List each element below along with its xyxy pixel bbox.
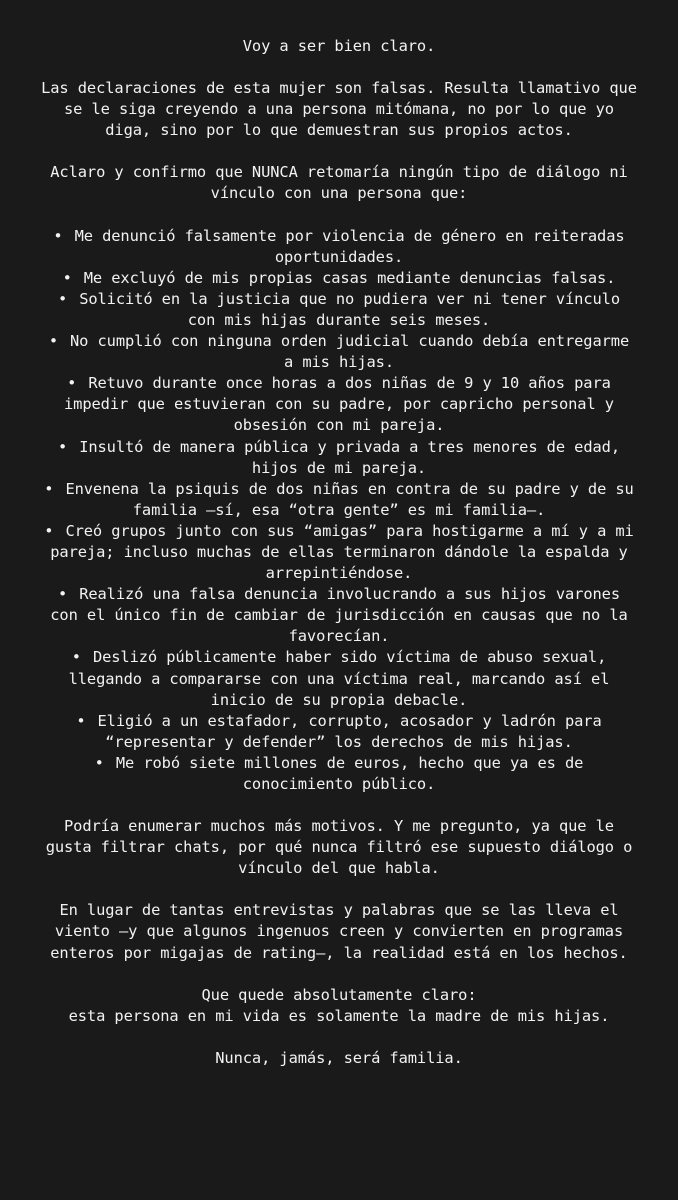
bullet-icon: • — [53, 226, 63, 245]
closing-line-2: esta persona en mi vida es solamente la madre de mis hijas. — [68, 1006, 610, 1025]
list-item — [40, 226, 638, 268]
list-item — [40, 289, 638, 331]
bullet-icon: • — [71, 648, 81, 667]
closing-statement — [40, 985, 638, 1027]
list-item-text: No cumplió con ninguna orden judicial cuando debía entregarme a mis hijas. — [70, 332, 630, 372]
bullet-icon: • — [67, 374, 77, 393]
bullet-icon: • — [44, 521, 54, 540]
bullet-icon: • — [94, 753, 104, 772]
story-heading: Voy a ser bien claro. — [242, 37, 436, 55]
bullet-icon: • — [58, 289, 68, 308]
list-item — [40, 331, 638, 373]
list-item-text: Eligió a un estafador, corrupto, acosador y ladrón para “representar y defender” los derechos de mis hijas. — [97, 711, 602, 751]
list-item — [40, 437, 638, 479]
list-item-text: Insultó de manera pública y privada a tres menores de edad, hijos de mi pareja. — [79, 437, 620, 477]
bullet-icon: • — [62, 268, 72, 287]
paragraph-interviews: En lugar de tantas entrevistas y palabras que se las lleva el viento —y que algunos ingenuos creen y convierten en programas enteros por migajas de rating—, la realidad está en los hechos. — [50, 901, 628, 962]
list-item-text: Envenena la psiquis de dos niñas en contra de su padre y de su familia —sí, esa “otra gente” es mi familia—. — [65, 479, 634, 519]
list-item-text: Me excluyó de mis propias casas mediante denuncias falsas. — [83, 268, 616, 287]
story-text-block — [40, 36, 638, 1090]
list-item-text: Me robó siete millones de euros, hecho que ya es de conocimiento público. — [115, 753, 584, 793]
paragraph-confirmation: Aclaro y confirmo que NUNCA retomaría ningún tipo de diálogo ni vínculo con una persona que: — [50, 163, 628, 203]
bullet-icon: • — [58, 585, 68, 604]
list-item — [40, 647, 638, 710]
list-item — [40, 373, 638, 436]
bullet-icon: • — [76, 711, 86, 730]
paragraph-declarations: Las declaraciones de esta mujer son falsas. Resulta llamativo que se le siga creyendo a una persona mitómana, no por lo que yo diga, sino por lo que demuestran sus propios actos. — [41, 79, 637, 140]
list-item — [40, 521, 638, 584]
list-item — [40, 711, 638, 753]
list-item-text: Creó grupos junto con sus “amigas” para hostigarme a mí y a mi pareja; incluso muchas de ellas terminaron dándole la espalda y arrepintiéndose. — [50, 521, 634, 583]
list-item-text: Solicitó en la justicia que no pudiera ver ni tener vínculo con mis hijas durante seis meses. — [79, 289, 620, 329]
list-item — [40, 753, 638, 795]
list-item-text: Retuvo durante once horas a dos niñas de 9 y 10 años para impedir que estuvieran con su padre, por capricho personal y obsesión con mi pareja. — [64, 374, 614, 435]
closing-line-1: Que quede absolutamente claro: — [201, 985, 477, 1004]
list-item-text: Deslizó públicamente haber sido víctima de abuso sexual, llegando a compararse con una víctima real, marcando así el inicio de su propia debacle. — [68, 648, 610, 709]
list-item — [40, 479, 638, 521]
list-item-text: Realizó una falsa denuncia involucrando a sus hijos varones con el único fin de cambiar de jurisdicción en causas que no la favorecían. — [50, 585, 628, 646]
bullet-icon: • — [48, 332, 59, 351]
reasons-list — [40, 226, 638, 796]
list-item — [40, 584, 638, 647]
bullet-icon: • — [44, 479, 54, 498]
bullet-icon: • — [58, 437, 68, 456]
final-line: Nunca, jamás, será familia. — [215, 1048, 463, 1067]
list-item — [40, 268, 638, 289]
paragraph-more-reasons: Podría enumerar muchos más motivos. Y me pregunto, ya que le gusta filtrar chats, por qué nunca filtró ese supuesto diálogo o vínculo del que habla. — [45, 817, 633, 878]
list-item-text: Me denunció falsamente por violencia de género en reiteradas oportunidades. — [74, 226, 625, 266]
